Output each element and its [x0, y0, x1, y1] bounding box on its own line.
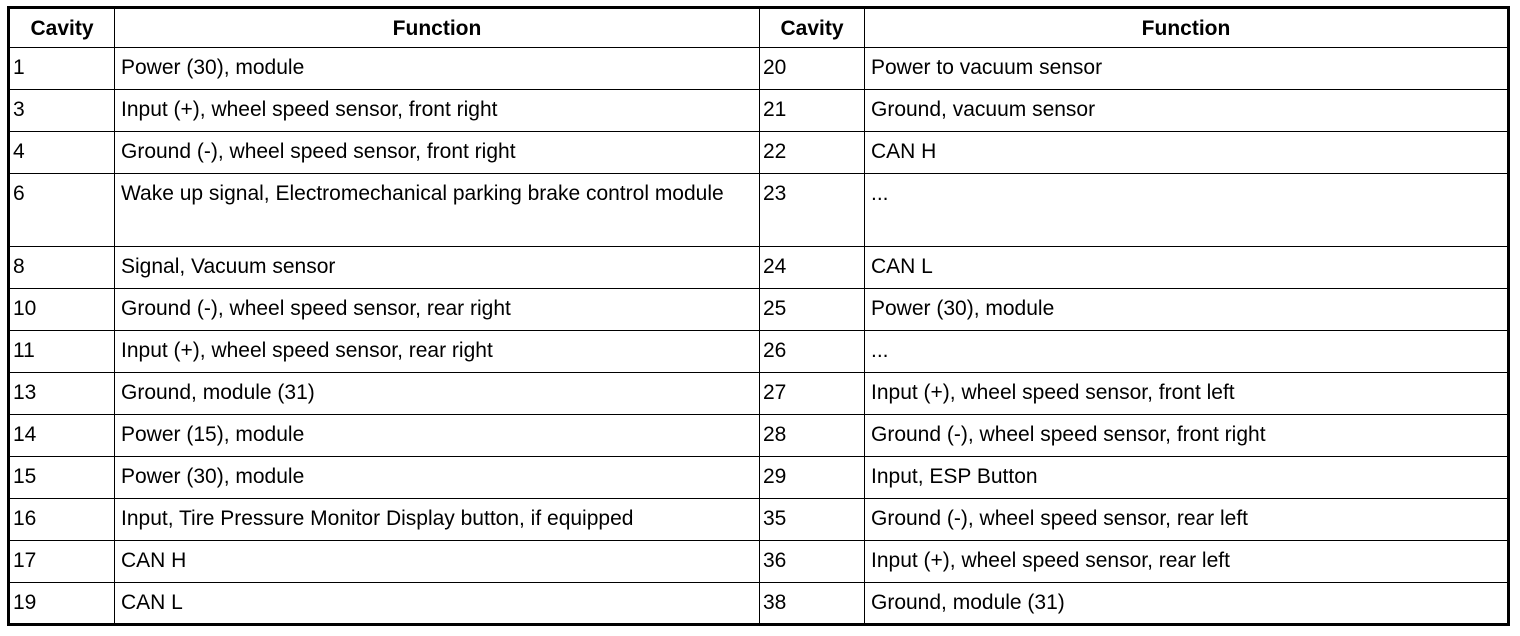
cavity-left-cell: 8: [9, 247, 115, 289]
function-left-cell: Power (30), module: [115, 48, 760, 90]
cavity-left-cell: 4: [9, 132, 115, 174]
cavity-right-cell: 23: [760, 174, 865, 247]
cavity-left-cell: 11: [9, 331, 115, 373]
function-right-cell: Input, ESP Button: [865, 457, 1509, 499]
function-left-cell: Ground (-), wheel speed sensor, front right: [115, 132, 760, 174]
cavity-right-cell: 27: [760, 373, 865, 415]
table-header: [9, 8, 1509, 48]
connector-pinout-table: [7, 6, 1510, 626]
cavity-left-cell: 17: [9, 541, 115, 583]
function-right-cell: Input (+), wheel speed sensor, front left: [865, 373, 1509, 415]
table-row: [9, 583, 1509, 625]
function-right-cell: Power to vacuum sensor: [865, 48, 1509, 90]
function-left-cell: Input (+), wheel speed sensor, rear right: [115, 331, 760, 373]
table-row: [9, 499, 1509, 541]
cavity-left-cell: 14: [9, 415, 115, 457]
function-left-cell: Wake up signal, Electromechanical parking brake control module: [115, 174, 760, 247]
cavity-right-cell: 35: [760, 499, 865, 541]
cavity-left-cell: 13: [9, 373, 115, 415]
table-row: [9, 90, 1509, 132]
function-left-cell: Signal, Vacuum sensor: [115, 247, 760, 289]
cavity-right-cell: 29: [760, 457, 865, 499]
function-right-cell: Power (30), module: [865, 289, 1509, 331]
cavity-right-cell: 36: [760, 541, 865, 583]
header-cavity-right: Cavity: [760, 8, 865, 48]
function-right-cell: Ground (-), wheel speed sensor, front right: [865, 415, 1509, 457]
table-row: [9, 174, 1509, 247]
function-right-cell: Ground, vacuum sensor: [865, 90, 1509, 132]
function-right-cell: ...: [865, 174, 1509, 247]
table-row: [9, 132, 1509, 174]
cavity-left-cell: 6: [9, 174, 115, 247]
function-left-cell: Input, Tire Pressure Monitor Display button, if equipped: [115, 499, 760, 541]
cavity-right-cell: 22: [760, 132, 865, 174]
function-left-cell: Power (30), module: [115, 457, 760, 499]
cavity-right-cell: 25: [760, 289, 865, 331]
function-right-cell: ...: [865, 331, 1509, 373]
function-left-cell: Power (15), module: [115, 415, 760, 457]
function-left-cell: Input (+), wheel speed sensor, front right: [115, 90, 760, 132]
function-right-cell: CAN H: [865, 132, 1509, 174]
function-left-cell: Ground, module (31): [115, 373, 760, 415]
function-left-cell: CAN L: [115, 583, 760, 625]
cavity-right-cell: 38: [760, 583, 865, 625]
function-right-cell: CAN L: [865, 247, 1509, 289]
function-right-cell: Ground (-), wheel speed sensor, rear left: [865, 499, 1509, 541]
cavity-left-cell: 10: [9, 289, 115, 331]
function-right-cell: Input (+), wheel speed sensor, rear left: [865, 541, 1509, 583]
header-function-left: Function: [115, 8, 760, 48]
function-left-cell: CAN H: [115, 541, 760, 583]
table-row: [9, 289, 1509, 331]
table-row: [9, 457, 1509, 499]
cavity-right-cell: 21: [760, 90, 865, 132]
table-row: [9, 373, 1509, 415]
header-cavity-left: Cavity: [9, 8, 115, 48]
table-row: [9, 247, 1509, 289]
cavity-right-cell: 28: [760, 415, 865, 457]
cavity-right-cell: 20: [760, 48, 865, 90]
cavity-right-cell: 26: [760, 331, 865, 373]
header-function-right: Function: [865, 8, 1509, 48]
cavity-left-cell: 3: [9, 90, 115, 132]
table-body: [9, 48, 1509, 625]
table-row: [9, 331, 1509, 373]
cavity-left-cell: 16: [9, 499, 115, 541]
table-row: [9, 541, 1509, 583]
cavity-right-cell: 24: [760, 247, 865, 289]
table-row: [9, 48, 1509, 90]
header-row: [9, 8, 1509, 48]
cavity-left-cell: 15: [9, 457, 115, 499]
function-right-cell: Ground, module (31): [865, 583, 1509, 625]
cavity-left-cell: 1: [9, 48, 115, 90]
table-row: [9, 415, 1509, 457]
cavity-left-cell: 19: [9, 583, 115, 625]
function-left-cell: Ground (-), wheel speed sensor, rear right: [115, 289, 760, 331]
